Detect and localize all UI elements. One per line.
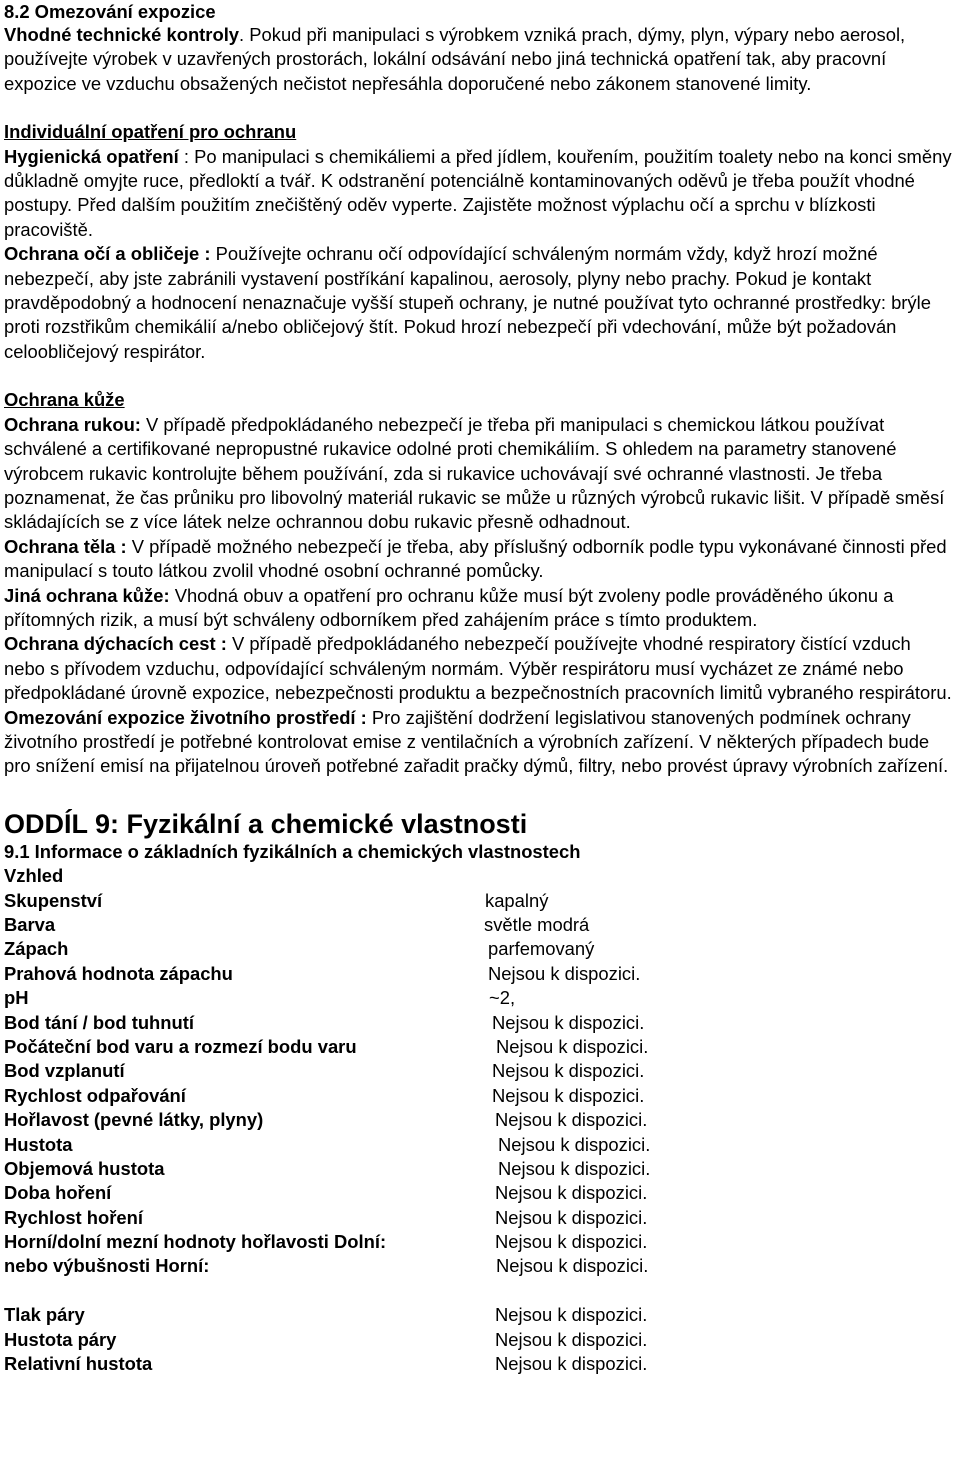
technical-controls-paragraph	[4, 23, 954, 96]
property-label: Hustota páry	[4, 1328, 117, 1350]
other-skin-protection-text: Vhodná obuv a opatření pro ochranu kůže musí být zvoleny podle prováděného úkonu a přítomných rizik, a musí být schváleny odborníkem před zahájením práce s tímto produktem.	[4, 584, 894, 630]
hand-protection-text: V případě předpokládaného nebezpečí je třeba při manipulaci s chemickou látkou používat schválené a certifikované nepropustné rukavice odolné proti chemikáliím. S ohledem na parametry stanovené výrobcem rukavic kontrolujte během používání, zda si rukavice uchovávají své ochranné vlastnosti. Je třeba poznamenat, že čas průniku pro libovolný materiál rukavic se může u různých výrobců rukavic lišit. V případě směsí skládajících se z více látek nelze ochrannou dobu rukavic přesně odhadnout.	[4, 413, 945, 533]
property-value: Nejsou k dispozici.	[495, 1353, 648, 1375]
property-value: ~2,	[489, 987, 516, 1009]
property-label: Bod tání / bod tuhnutí	[4, 1011, 194, 1033]
property-label: Hustota	[4, 1133, 73, 1155]
property-value: Nejsou k dispozici.	[498, 1133, 651, 1155]
property-label: Rychlost hoření	[4, 1206, 143, 1228]
property-label: Zápach	[4, 938, 69, 960]
respiratory-protection-paragraph	[4, 632, 954, 705]
hygiene-paragraph	[4, 145, 954, 243]
respiratory-protection-text: V případě předpokládaného nebezpečí používejte vhodné respiratory čistící vzduch nebo s přívodem vzduchu, odpovídající schváleným normám. Výběr respirátoru musí vycházet ze známé nebo předpokládané úrovně expozice, nebezpečnosti produktu a bezpečnostních pracovních limitů vybraného respirátoru.	[4, 633, 952, 704]
property-value: Nejsou k dispozici.	[492, 1084, 645, 1106]
property-value: Nejsou k dispozici.	[495, 1206, 648, 1228]
property-row	[4, 1352, 954, 1376]
property-row	[4, 1230, 954, 1254]
property-label: Tlak páry	[4, 1304, 85, 1326]
property-row	[4, 1157, 954, 1181]
property-value: Nejsou k dispozici.	[495, 1182, 648, 1204]
property-row	[4, 1328, 954, 1352]
hand-protection-label: Ochrana rukou:	[4, 413, 141, 435]
property-value: Nejsou k dispozici.	[495, 1328, 648, 1350]
property-row	[4, 1084, 954, 1108]
eye-protection-text: Používejte ochranu očí odpovídající schváleným normám vždy, když hrozí možné nebezpečí, aby jste zabránili vystavení postříkání kapalinou, aerosoly, plyny nebo prachy. Pokud je kontakt pravděpodobný a hodnocení nenaznačuje vyšší stupeň ochrany, je nutné používat tyto ochranné prostředky: brýle proti rozstřikům chemikálií a/nebo obličejový štít. Pokud hrozí nebezpečí při vdechování, může být požadován celoobličejový respirátor.	[4, 243, 931, 362]
property-row	[4, 1035, 954, 1059]
property-value: parfemovaný	[488, 938, 595, 960]
property-value: světle modrá	[484, 913, 590, 935]
section9-title: ODDÍL 9: Fyzikální a chemické vlastnosti	[4, 808, 528, 839]
appearance-label: Vzhled	[4, 865, 64, 887]
property-label: Doba hoření	[4, 1182, 112, 1204]
section-heading: 8.2 Omezování expozice	[4, 1, 216, 22]
property-value: Nejsou k dispozici.	[492, 1011, 645, 1033]
environmental-exposure-label: Omezování expozice životního prostředí :	[4, 706, 367, 728]
property-label: Hořlavost (pevné látky, plyny)	[4, 1109, 264, 1131]
environmental-exposure-paragraph	[4, 706, 954, 779]
technical-controls-label: Vhodné technické kontroly	[4, 24, 240, 45]
hygiene-label: Hygienická opatření	[4, 145, 179, 167]
property-value: Nejsou k dispozici.	[496, 1035, 649, 1057]
property-row	[4, 1181, 954, 1205]
property-label: Počáteční bod varu a rozmezí bodu varu	[4, 1035, 357, 1057]
section9-subtitle: 9.1 Informace o základních fyzikálních a chemických vlastnostech	[4, 840, 581, 862]
property-row	[4, 1206, 954, 1230]
property-label: Bod vzplanutí	[4, 1060, 125, 1082]
table-spacer	[4, 1279, 954, 1303]
body-protection-text: V případě možného nebezpečí je třeba, aby příslušný odborník podle typu vykonávané činnosti před manipulací s touto látkou zvolil vhodné osobní ochranné pomůcky.	[4, 535, 947, 582]
property-row	[4, 1254, 954, 1278]
property-label: Relativní hustota	[4, 1353, 153, 1375]
property-label: nebo výbušnosti Horní:	[4, 1255, 210, 1277]
skin-protection-heading: Ochrana kůže	[4, 389, 125, 411]
body-protection-label: Ochrana těla :	[4, 535, 127, 557]
property-row	[4, 986, 954, 1010]
body-protection-paragraph	[4, 535, 954, 584]
property-row	[4, 889, 954, 913]
property-row	[4, 1108, 954, 1132]
environmental-exposure-text: Pro zajištění dodržení legislativou stanovených podmínek ochrany životního prostředí je potřebné kontrolovat emise z ventilačních a výrobních zařízení. V některých případech bude pro snížení emisí na přijatelnou úroveň potřebné zařadit pračky dýmů, filtry, nebo provést úpravy výrobních zařízení.	[4, 706, 949, 777]
property-row	[4, 1011, 954, 1035]
property-label: Prahová hodnota zápachu	[4, 962, 233, 984]
property-value: Nejsou k dispozici.	[495, 1304, 648, 1326]
property-row	[4, 962, 954, 986]
property-label: Objemová hustota	[4, 1157, 165, 1179]
eye-protection-label: Ochrana očí a obličeje :	[4, 243, 211, 265]
property-label: Horní/dolní mezní hodnoty hořlavosti Dolní:	[4, 1231, 387, 1253]
property-label: pH	[4, 987, 29, 1009]
technical-controls-text: . Pokud při manipulaci s výrobkem vzniká prach, dýmy, plyn, výpary nebo aerosol, používejte výrobek v uzavřených prostorách, lokální odsávání nebo jiná technická opatření tak, aby pracovní expozice ve vzduchu obsažených nečistot nepřesáhla doporučené nebo zákonem stanovené limity.	[4, 24, 906, 94]
property-label: Skupenství	[4, 889, 103, 911]
other-skin-protection-paragraph	[4, 584, 954, 633]
property-value: Nejsou k dispozici.	[495, 1109, 648, 1131]
property-value: Nejsou k dispozici.	[488, 962, 641, 984]
property-value: Nejsou k dispozici.	[496, 1255, 649, 1277]
property-label: Barva	[4, 913, 56, 935]
eye-protection-paragraph	[4, 242, 954, 364]
property-row	[4, 1059, 954, 1083]
hygiene-text: : Po manipulaci s chemikáliemi a před jídlem, kouřením, použitím toalety nebo na konci směny důkladně omyjte ruce, předloktí a tvář. K odstranění potenciálně kontaminovaných oděvů je třeba použít vhodné postupy. Před dalším použitím znečištěný oděv vyperte. Zajistěte možnost výplachu očí a sprchu v blízkosti pracoviště.	[4, 145, 952, 240]
property-value: Nejsou k dispozici.	[492, 1060, 645, 1082]
respiratory-protection-label: Ochrana dýchacích cest :	[4, 633, 227, 655]
document-page	[4, 0, 954, 1376]
property-value: kapalný	[485, 889, 549, 911]
property-label: Rychlost odpařování	[4, 1084, 186, 1106]
property-row	[4, 1133, 954, 1157]
properties-table	[4, 889, 954, 1377]
property-row	[4, 1303, 954, 1327]
property-value: Nejsou k dispozici.	[498, 1157, 651, 1179]
property-row	[4, 937, 954, 961]
property-value: Nejsou k dispozici.	[495, 1231, 648, 1253]
property-row	[4, 913, 954, 937]
individual-protection-heading: Individuální opatření pro ochranu	[4, 121, 297, 143]
other-skin-protection-label: Jiná ochrana kůže:	[4, 584, 170, 606]
hand-protection-paragraph	[4, 413, 954, 535]
